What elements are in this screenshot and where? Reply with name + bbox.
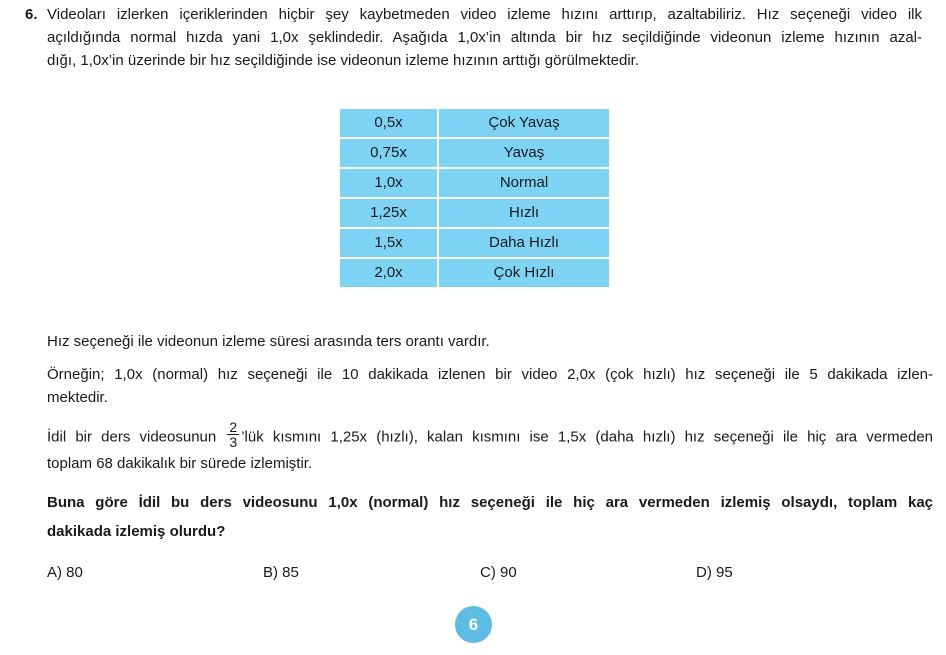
table-row [340,169,609,197]
choice-b[interactable]: B) 85 [263,564,299,581]
speed-label-cell: Daha Hızlı [439,229,609,257]
example-line: mektedir. [47,389,108,406]
question-stem [47,488,933,546]
choice-d[interactable]: D) 95 [696,564,733,581]
fraction-two-thirds [227,420,239,449]
intro-line: Videoları izlerken içeriklerinden hiçbir şey kaybetmeden video izleme hızını arttırıp, azaltabiliriz. Hız seçeneği video ilk [47,6,922,23]
question-line: dakikada izlemiş olurdu? [47,523,226,540]
fraction-denominator: 3 [229,434,238,450]
speed-label-cell: Çok Yavaş [439,109,609,137]
idil-text-before: İdil bir ders videosunun [47,428,217,446]
speed-cell: 1,5x [340,229,437,257]
example-line: Örneğin; 1,0x (normal) hız seçeneği ile 10 dakikada izlenen bir video 2,0x (çok hızlı) hız seçeneği ile 5 dakikada izlen- [47,366,933,383]
question-number: 6. [25,6,38,23]
speed-label-cell: Çok Hızlı [439,259,609,287]
question-line: Buna göre İdil bu ders videosunu 1,0x (normal) hız seçeneği ile hiç ara vermeden izlemiş olsaydı, toplam kaç [47,494,933,511]
fraction-numerator: 2 [229,419,238,435]
intro-line: açıldığında normal hızda yani 1,0x şeklindedir. Aşağıda 1,0x’in altında bir hız seçildiğinde videonun izleme hızının azal- [47,29,922,46]
choice-a[interactable]: A) 80 [47,564,83,581]
inverse-ratio-statement: Hız seçeneği ile videonun izleme süresi arasında ters orantı vardır. [47,333,490,350]
idil-text-after: ’lük kısmını 1,25x (hızlı), kalan kısmını ise 1,5x (daha hızlı) hız seçeneği ile hiç ara vermeden [241,428,934,446]
idil-paragraph [47,419,934,475]
speed-cell: 1,0x [340,169,437,197]
table-row [340,139,609,167]
speed-cell: 2,0x [340,259,437,287]
speed-table [338,107,611,289]
page-number-badge: 6 [455,606,492,643]
choice-c[interactable]: C) 90 [480,564,517,581]
speed-cell: 0,75x [340,139,437,167]
speed-label-cell: Yavaş [439,139,609,167]
speed-cell: 0,5x [340,109,437,137]
example-paragraph [47,363,933,409]
question-intro [47,3,922,72]
speed-cell: 1,25x [340,199,437,227]
table-row [340,229,609,257]
idil-line [47,419,934,452]
table-row [340,259,609,287]
table-row [340,109,609,137]
idil-line: toplam 68 dakikalık bir sürede izlemiştir. [47,455,313,472]
table-row [340,199,609,227]
speed-label-cell: Hızlı [439,199,609,227]
intro-line: dığı, 1,0x’in üzerinde bir hız seçildiğinde ise videonun izleme hızının arttığı görülmektedir. [47,52,639,69]
speed-label-cell: Normal [439,169,609,197]
